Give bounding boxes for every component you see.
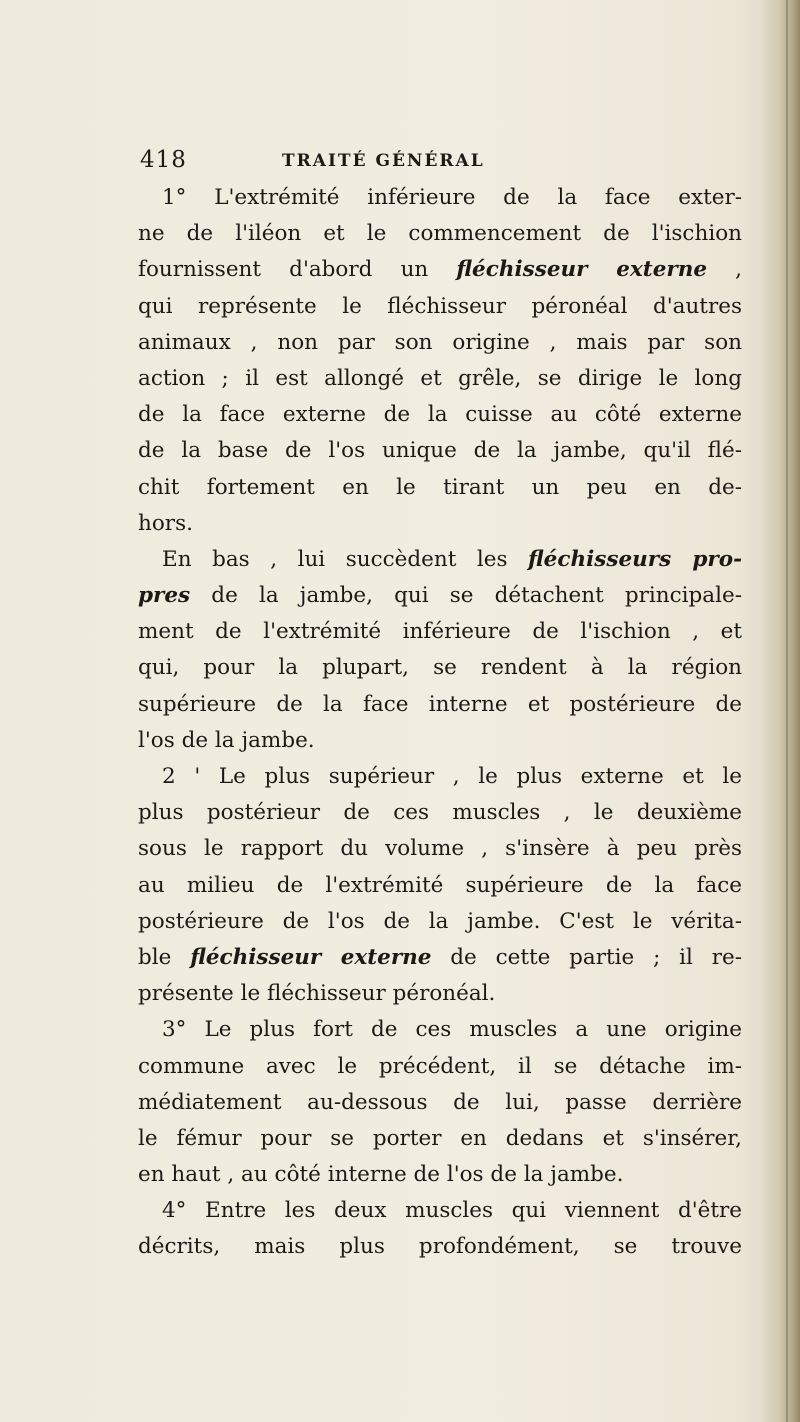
text-line: pres de la jambe, qui se détachent principale- [138, 583, 742, 609]
text-line: au milieu de l'extrémité supérieure de la face [138, 872, 742, 898]
text-line: ne de l'iléon et le commencement de l'ischion [138, 221, 742, 247]
running-head: TRAITÉ GÉNÉRAL [282, 151, 485, 171]
text-line: ble fléchisseur externe de cette partie ; il re- [138, 944, 742, 970]
text-line: le fémur pour se porter en dedans et s'insérer, [138, 1125, 742, 1151]
text-line: médiatement au-dessous de lui, passe derrière [138, 1089, 742, 1115]
text-line: 1° L'extrémité inférieure de la face exter- [162, 185, 742, 210]
italic-term: pres [138, 583, 191, 609]
italic-term: fléchisseur externe [456, 257, 708, 283]
text-line: qui, pour la plupart, se rendent à la région [138, 655, 742, 681]
text-line: fournissent d'abord un fléchisseur externe , [138, 257, 742, 283]
page-edge-shadow [760, 0, 800, 1422]
italic-term: fléchisseurs pro- [528, 546, 742, 572]
page-edge-line [786, 0, 788, 1422]
text-line: sous le rapport du volume , s'insère à peu près [138, 836, 742, 862]
text-line: hors. [138, 510, 193, 536]
text-line: animaux , non par son origine , mais par son [138, 329, 742, 355]
text-line: chit fortement en le tirant un peu en de- [138, 474, 742, 500]
text-line: de la base de l'os unique de la jambe, qu'il flé- [138, 438, 742, 464]
body-text [138, 180, 742, 1266]
text-line: l'os de la jambe. [138, 727, 315, 753]
text-line: postérieure de l'os de la jambe. C'est le vérita- [138, 908, 742, 934]
page-number: 418 [140, 147, 187, 173]
text-line: 3° Le plus fort de ces muscles a une origine [162, 1017, 742, 1043]
text-line: en haut , au côté interne de l'os de la jambe. [138, 1162, 624, 1188]
page-header [140, 147, 740, 177]
text-line: présente le fléchisseur péronéal. [138, 981, 496, 1007]
text-line: plus postérieur de ces muscles , le deuxième [138, 800, 742, 826]
text-line: 4° Entre les deux muscles qui viennent d'être [162, 1198, 742, 1224]
text-line: commune avec le précédent, il se détache im- [138, 1053, 742, 1079]
text-line: de la face externe de la cuisse au côté externe [138, 402, 742, 428]
text-line: supérieure de la face interne et postérieure de [138, 691, 742, 717]
italic-term: fléchisseur externe [190, 944, 432, 970]
text-line: qui représente le fléchisseur péronéal d'autres [138, 293, 742, 319]
text-line: décrits, mais plus profondément, se trouve [138, 1234, 742, 1260]
text-line: En bas , lui succèdent les fléchisseurs pro- [162, 546, 742, 572]
text-line: 2 ' Le plus supérieur , le plus externe et le [162, 764, 742, 789]
text-line: ment de l'extrémité inférieure de l'ischion , et [138, 619, 742, 645]
text-line: action ; il est allongé et grêle, se dirige le long [138, 365, 742, 391]
